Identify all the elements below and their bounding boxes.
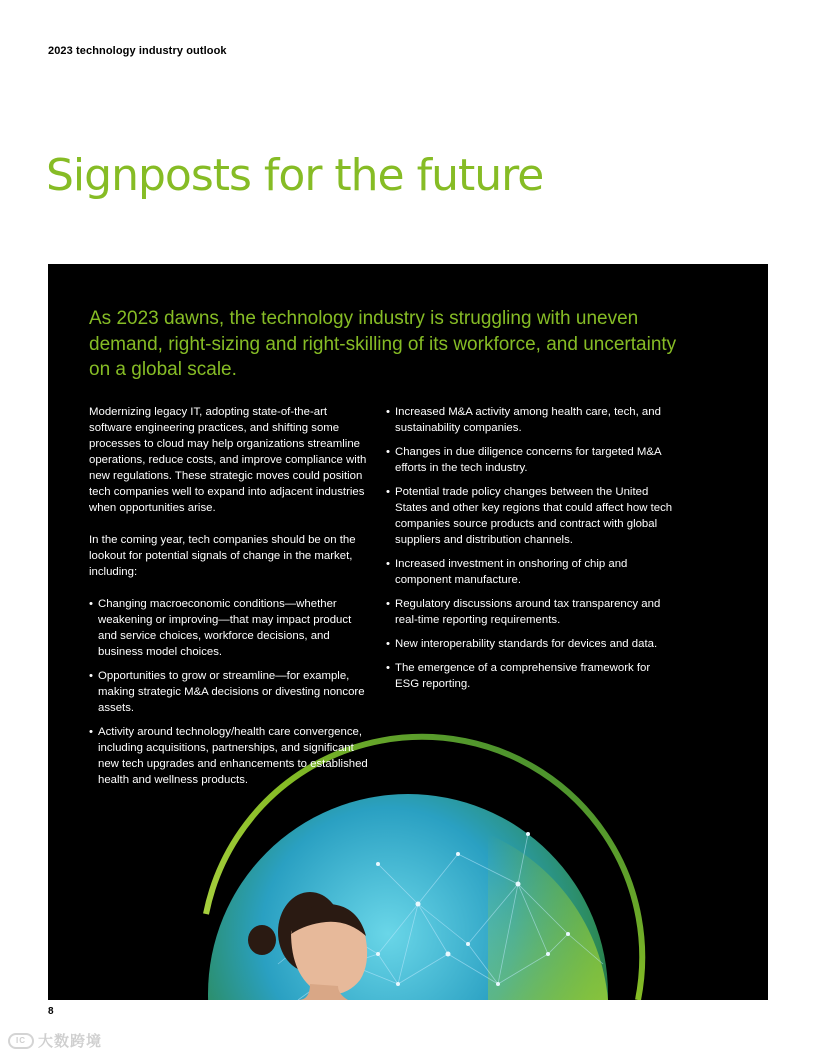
list-item: • Increased investment in onshoring of chip and component manufacture. <box>386 556 676 588</box>
page-number: 8 <box>48 1006 54 1017</box>
list-item: • Activity around technology/health care convergence, including acquisitions, partnerships, and significant new tech upgrades and enhancements to established health and wellness products. <box>89 724 369 788</box>
list-item: • Changing macroeconomic conditions—whether weakening or improving—that may impact product and service choices, workforce decisions, and business model choices. <box>89 596 369 660</box>
right-column <box>386 404 676 700</box>
signals-list-left <box>89 596 369 788</box>
watermark-logo-icon: IC <box>8 1033 34 1049</box>
list-item: • Increased M&A activity among health care, tech, and sustainability companies. <box>386 404 676 436</box>
signals-paragraph: In the coming year, tech companies should be on the lookout for potential signals of change in the market, including: <box>89 534 356 578</box>
lead-statement: As 2023 dawns, the technology industry is struggling with uneven demand, right-sizing and right-skilling of its workforce, and uncertainty on a global scale. <box>89 308 677 380</box>
left-column <box>89 404 369 786</box>
list-item: • New interoperability standards for devices and data. <box>386 636 676 652</box>
watermark-text: 大数跨境 <box>38 1033 103 1050</box>
page-title: Signposts for the future <box>46 150 544 201</box>
list-item: • The emergence of a comprehensive framework for ESG reporting. <box>386 660 676 692</box>
signposts-panel <box>48 264 768 1000</box>
intro-paragraph: Modernizing legacy IT, adopting state-of-the-art software engineering practices, and shifting some processes to cloud may help organizations streamline operations, reduce costs, and improve compliance with new regulations. These strategic moves could position tech companies well to expand into adjacent industries when opportunities arise. <box>89 406 367 514</box>
running-header: 2023 technology industry outlook <box>48 45 227 57</box>
list-item: • Potential trade policy changes between the United States and other key regions that could affect how tech companies source products and contract with global suppliers and distribution channels. <box>386 484 676 548</box>
list-item: • Changes in due diligence concerns for targeted M&A efforts in the tech industry. <box>386 444 676 476</box>
list-item: • Opportunities to grow or streamline—for example, making strategic M&A decisions or divesting noncore assets. <box>89 668 369 716</box>
list-item: • Regulatory discussions around tax transparency and real-time reporting requirements. <box>386 596 676 628</box>
signals-list-right <box>386 404 676 692</box>
watermark <box>8 1030 102 1051</box>
